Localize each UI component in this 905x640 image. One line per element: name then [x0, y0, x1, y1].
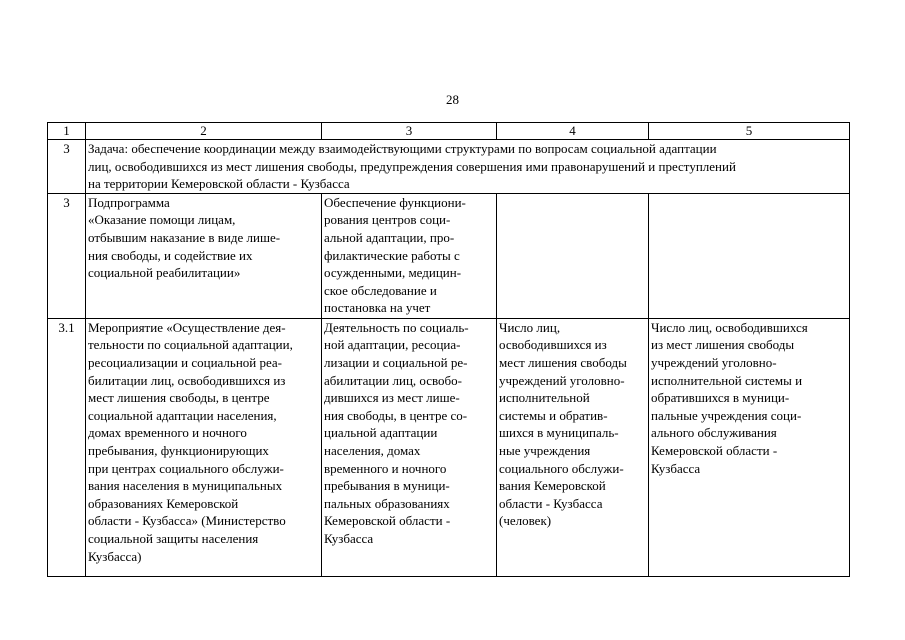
- header-col-4: 4: [497, 123, 649, 140]
- subprogram-name: Подпрограмма «Оказание помощи лицам, отбывшим наказание в виде лише- ния свободы, и содействие их социальной реабилитации»: [88, 194, 281, 281]
- program-table: [47, 122, 850, 577]
- task-text-cell: [86, 140, 850, 194]
- task-number: 3: [48, 140, 86, 194]
- subprogram-description-cell: [322, 193, 497, 318]
- activity-indicator-method-cell: [649, 318, 850, 576]
- activity-number: 3.1: [48, 318, 86, 576]
- activity-description-cell: [322, 318, 497, 576]
- subprogram-row: [48, 193, 850, 318]
- activity-indicator: Число лиц, освободившихся из мест лишения свободы учреждений уголовно- исполнительной системы и обратив- шихся в муниципаль- ные учреждения социального обслужи- вания Кемеровской области - Кузбасса (человек): [499, 319, 627, 529]
- activity-description: Деятельность по социаль- ной адаптации, ресоциа- лизации и социальной ре- абилитации лиц, освобо- дившихся из мест лише- ния свободы, в центре со- циальной адаптации населения, домах временного и ночного пребывания в муници- пальных образованиях Кемеровской области - Кузбасса: [324, 319, 469, 546]
- activity-indicator-method: Число лиц, освободившихся из мест лишения свободы учреждений уголовно- исполнительной системы и обратившихся в муници- пальные учреждения соци- ального обслуживания Кемеровской области - Кузбасса: [651, 319, 808, 476]
- activity-indicator-cell: [497, 318, 649, 576]
- header-col-1: 1: [48, 123, 86, 140]
- header-col-5: 5: [649, 123, 850, 140]
- subprogram-col4-cell: [497, 193, 649, 318]
- activity-name: Мероприятие «Осуществление дея- тельности по социальной адаптации, ресоциализации и социальной реа- билитации лиц, освободившихся из мест лишения свободы, в центре социальной адаптации населения, домах временного и ночного пребывания, функционирующих при центрах социального обслужи- вания населения в муниципальных образованиях Кемеровской области - Кузбасса» (Министерство социальной защиты населения Кузбасса): [88, 319, 293, 564]
- header-col-3: 3: [322, 123, 497, 140]
- subprogram-description: Обеспечение функциони- рования центров соци- альной адаптации, про- филактические работы с осужденными, медицин- ское обследование и постановка на учет: [324, 194, 466, 316]
- header-row: [48, 123, 850, 140]
- task-text: Задача: обеспечение координации между взаимодействующими структурами по вопросам социальной адаптации лиц, освободившихся из мест лишения свободы, предупреждения совершения ими правонарушений и преступлений на территории Кемеровской области - Кузбасса: [88, 141, 736, 192]
- activity-row: [48, 318, 850, 576]
- subprogram-name-cell: [86, 193, 322, 318]
- page-number: 28: [446, 92, 459, 107]
- activity-name-cell: [86, 318, 322, 576]
- task-row: [48, 140, 850, 194]
- subprogram-number: 3: [48, 193, 86, 318]
- subprogram-col5-cell: [649, 193, 850, 318]
- header-col-2: 2: [86, 123, 322, 140]
